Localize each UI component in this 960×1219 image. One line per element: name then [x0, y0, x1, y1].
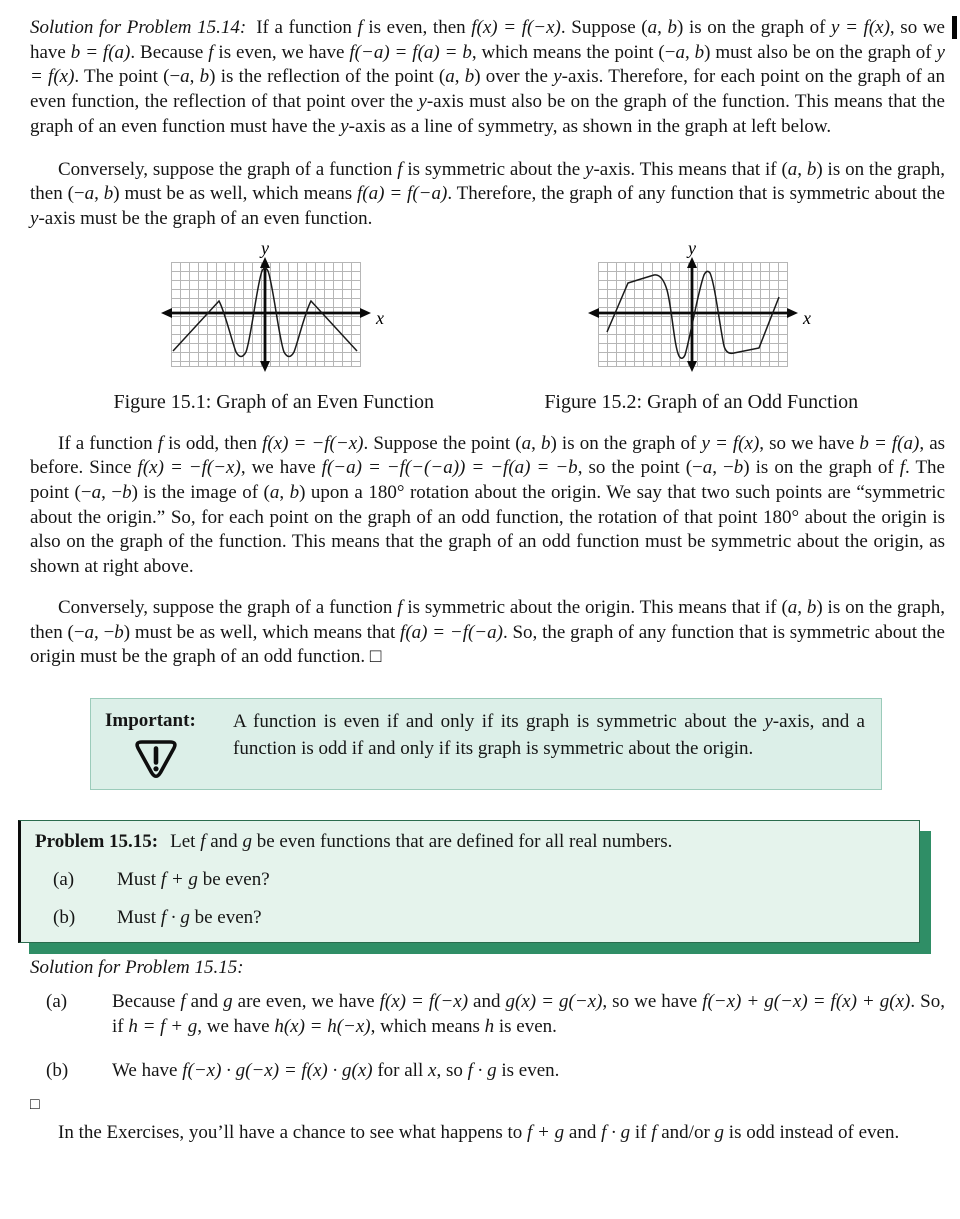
paragraph-solution-15-14 [30, 16, 945, 140]
problem-part-b [53, 905, 903, 930]
solution-15-14-header: Solution for Problem 15.14: [30, 17, 247, 38]
paragraph-converse-odd: Conversely, suppose the graph of a function f is symmetric about the origin. This means that if (a, b) is on the graph, then (−a, −b) must be as well, which means that f(a) = −f(−a). So, the graph of any function that is symmetric about the origin must be the graph of an odd function. □ [30, 596, 945, 668]
problem-part-a [53, 867, 903, 892]
y-axis-top-arrow-icon [687, 257, 697, 268]
item-label: (b) [46, 1059, 69, 1081]
item-text: Must f · g be even? [117, 906, 262, 928]
figure-15-1-caption: Figure 15.1: Graph of an Even Function [113, 390, 434, 413]
y-axis-label: y [688, 241, 697, 258]
problem-15-15-box [18, 820, 920, 943]
item-label: (a) [53, 868, 75, 890]
warning-exclamation-icon [133, 738, 179, 780]
important-text: A function is even if and only if its graph is symmetric about the y-axis, and a function is odd if and only if its graph is symmetric about the origin. [233, 710, 865, 759]
x-axis-left-arrow-icon [588, 308, 599, 318]
even-function-graph [159, 242, 389, 378]
y-axis-label: y [260, 241, 269, 258]
important-callout-box [90, 698, 882, 790]
x-axis-label: x [375, 307, 384, 328]
important-label-column [105, 708, 233, 780]
problem-title-line [35, 829, 903, 854]
figures-row [0, 242, 960, 414]
figure-even-function [60, 242, 488, 414]
paragraph-converse-even: Conversely, suppose the graph of a function f is symmetric about the y-axis. This means that if (a, b) is on the graph, then (−a, b) must be as well, which means f(a) = f(−a). Therefore, the graph of any function that is symmetric about the y-axis must be the graph of an even function. [30, 158, 945, 229]
x-axis-right-arrow-icon [360, 308, 371, 318]
solution-part-a [46, 989, 945, 1040]
y-axis-top-arrow-icon [260, 257, 270, 268]
odd-function-plot [586, 242, 816, 378]
paragraph-closing: In the Exercises, you’ll have a chance to see what happens to f + g and f · g if f and/or g is odd instead of even. [58, 1122, 900, 1144]
figure-odd-function [488, 242, 916, 414]
paragraph-odd-definition: If a function f is odd, then f(x) = −f(−x). Suppose the point (a, b) is on the graph of y = f(x), so we have b = f(a), as before. Since f(x) = −f(−x), we have f(−a) = −f(−(−a)) = −f(a) = −b, so the point (−a, −b) is on the graph of f. The point (−a, −b) is the image of (a, b) upon a 180° rotation about the origin. We say that two such points are “symmetric about the origin.” So, for each point on the graph of an odd function, the rotation of that point 180° about the origin is also on the graph of the function. This means that the graph of an odd function must be symmetric about the origin, as shown at right above. [30, 432, 946, 578]
y-axis-bottom-arrow-icon [687, 361, 697, 372]
x-axis-right-arrow-icon [787, 308, 798, 318]
important-label: Important: [105, 709, 196, 731]
even-function-plot [159, 242, 389, 378]
solution-15-14-body: If a function f is even, then f(x) = f(−x). Suppose (a, b) is on the graph of y = f(x), so we have b = f(a). Because f is even, we have f(−a) = f(a) = b, which means the point (−a, b) must also be on the graph of y = f(x). The point (−a, b) is the reflection of the point (a, b) over the y-axis. Therefore, for each point on the graph of an even function, the reflection of that point over the y-axis must also be on the graph of the function. This means that the graph of an even function must have the y-axis as a line of symmetry, as shown in the graph at left below. [30, 17, 945, 137]
x-axis-label: x [803, 307, 812, 328]
y-axis-bottom-arrow-icon [260, 361, 270, 372]
x-axis-left-arrow-icon [161, 308, 172, 318]
item-label: (b) [53, 906, 76, 928]
item-label: (a) [46, 990, 68, 1012]
end-of-solution-marker: □ [30, 1096, 40, 1114]
solution-part-b [46, 1058, 945, 1084]
scan-artifact-mark [952, 16, 957, 39]
item-text: Because f and g are even, we have f(x) = f(−x) and g(x) = g(−x), so we have f(−x) + g(−x) = f(x) + g(x). So, if h = f + g, we have h(x) = h(−x), which means h is even. [112, 990, 945, 1038]
problem-title: Problem 15.15: [35, 830, 159, 852]
item-text: Must f + g be even? [117, 868, 270, 890]
odd-function-graph [586, 242, 816, 378]
figure-15-2-caption: Figure 15.2: Graph of an Odd Function [544, 390, 859, 413]
problem-intro: Let f and g be even functions that are defined for all real numbers. [170, 830, 673, 852]
item-text: We have f(−x) · g(−x) = f(x) · g(x) for all x, so f · g is even. [112, 1059, 560, 1081]
solution-15-15-header: Solution for Problem 15.15: [30, 956, 244, 978]
